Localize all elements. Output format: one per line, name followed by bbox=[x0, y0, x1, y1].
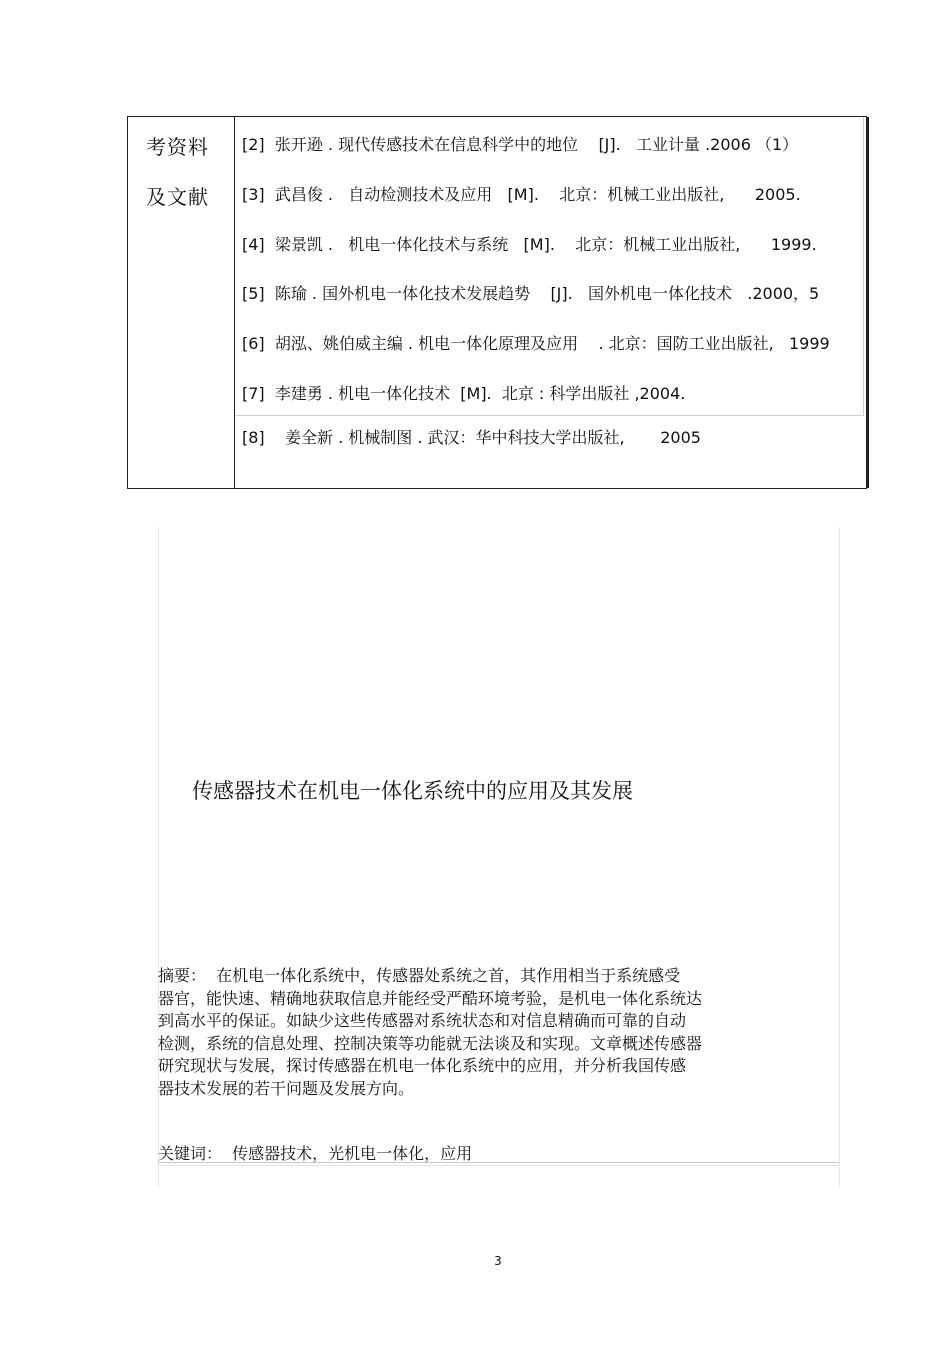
reference-table bbox=[127, 116, 867, 489]
reference-label-line1: 考资料 bbox=[146, 135, 209, 159]
keywords: 关键词： 传感器技术，光机电一体化，应用 bbox=[158, 1144, 473, 1163]
abstract-line: 到高水平的保证。如缺少这些传感器对系统状态和对信息精确而可靠的自动 bbox=[158, 1011, 687, 1030]
column-divider bbox=[234, 117, 235, 488]
abstract-line: 器官，能快速、精确地获取信息并能经受严酷环境考验，是机电一体化系统达 bbox=[158, 988, 703, 1008]
abstract-line: 器技术发展的若干问题及发展方向。 bbox=[158, 1078, 415, 1098]
abstract-line: 检测，系统的信息处理、控制决策等功能就无法谈及和实现。文章概述传感器 bbox=[158, 1033, 703, 1053]
reference-item-7: [7] 李建勇 . 机电一体化技术 [M]. 北京 : 科学出版社 ,2004. bbox=[242, 384, 686, 403]
table-right-edge bbox=[867, 117, 869, 488]
abstract-line: 研究现状与发展，探讨传感器在机电一体化系统中的应用，并分析我国传感 bbox=[158, 1056, 687, 1075]
reference-label-line2: 及文献 bbox=[146, 185, 209, 209]
reference-item-4: [4] 梁景凯 . 机电一体化技术与系统 [M]. 北京：机械工业出版社, 1999. bbox=[242, 235, 817, 254]
article-bottom-rule-shadow bbox=[158, 1165, 839, 1166]
abstract bbox=[158, 965, 778, 1100]
abstract-line: 摘要： 在机电一体化系统中，传感器处系统之首，其作用相当于系统感受 bbox=[158, 966, 681, 985]
reference-item-2: [2] 张开逊 . 现代传感技术在信息科学中的地位 [J]. 工业计量 .2006 （1） bbox=[242, 135, 799, 154]
reference-item-3: [3] 武昌俊 . 自动检测技术及应用 [M]. 北京：机械工业出版社, 2005. bbox=[242, 185, 801, 204]
page-number: 3 bbox=[494, 1254, 502, 1268]
reference-item-8: [8] 姜全新 . 机械制图 . 武汉：华中科技大学出版社, 2005 bbox=[242, 428, 701, 447]
inner-cell-frame bbox=[236, 117, 864, 416]
reference-item-5: [5] 陈瑜 . 国外机电一体化技术发展趋势 [J]. 国外机电一体化技术 .2000，5 bbox=[242, 284, 820, 303]
reference-item-6: [6] 胡泓、姚伯威主编 . 机电一体化原理及应用 . 北京：国防工业出版社, 1999 bbox=[242, 334, 830, 353]
article-title: 传感器技术在机电一体化系统中的应用及其发展 bbox=[192, 779, 633, 803]
